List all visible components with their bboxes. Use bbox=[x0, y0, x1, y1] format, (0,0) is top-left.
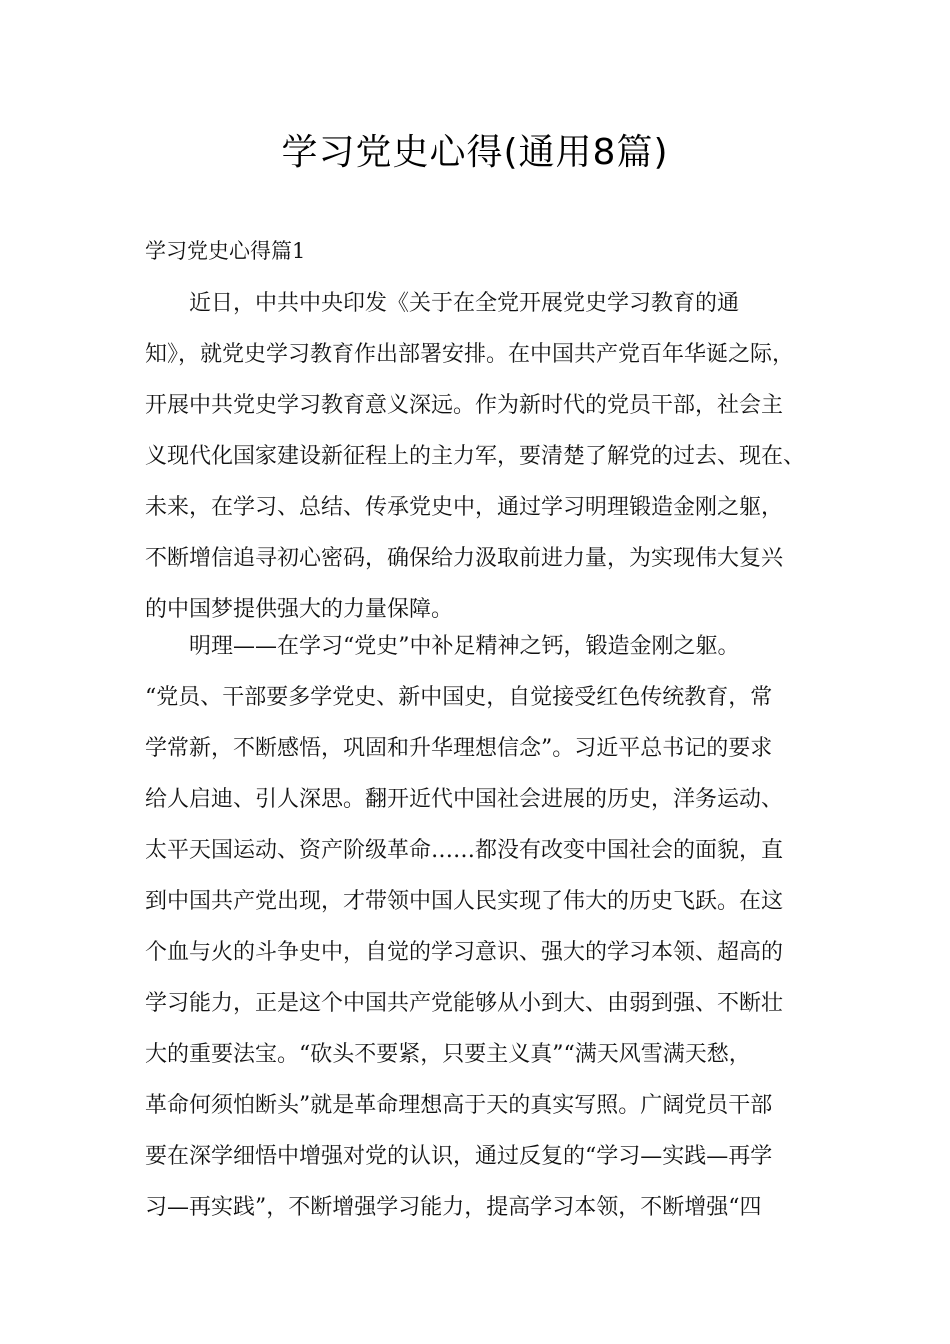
paragraph-line: 明理——在学习“党史”中补足精神之钙，锻造金刚之躯。 bbox=[145, 634, 740, 659]
paragraph-line: 近日，中共中央印发《关于在全党开展党史学习教育的通 bbox=[145, 291, 740, 316]
paragraph-line: 学习能力，正是这个中国共产党能够从小到大、由弱到强、不断壮 bbox=[145, 991, 784, 1016]
paragraph-line: “党员、干部要多学党史、新中国史，自觉接受红色传统教育，常 bbox=[145, 685, 773, 710]
paragraph-line: 的中国梦提供强大的力量保障。 bbox=[145, 597, 454, 622]
paragraph-line: 义现代化国家建设新征程上的主力军，要清楚了解党的过去、现在、 bbox=[145, 444, 806, 469]
paragraph-line: 给人启迪、引人深思。翻开近代中国社会进展的历史，洋务运动、 bbox=[145, 787, 784, 812]
paragraph-line: 太平天国运动、资产阶级革命……都没有改变中国社会的面貌，直 bbox=[145, 838, 784, 863]
paragraph-line: 到中国共产党出现，才带领中国人民实现了伟大的历史飞跃。在这 bbox=[145, 889, 784, 914]
paragraph-line: 学常新，不断感悟，巩固和升华理想信念”。习近平总书记的要求 bbox=[145, 736, 773, 761]
paragraph-line: 习—再实践”，不断增强学习能力，提高学习本领，不断增强“四 bbox=[145, 1195, 762, 1220]
paragraph-line: 不断增信追寻初心密码，确保给力汲取前进力量，为实现伟大复兴 bbox=[145, 546, 784, 571]
paragraph-line: 开展中共党史学习教育意义深远。作为新时代的党员干部，社会主 bbox=[145, 393, 784, 418]
section-heading: 学习党史心得篇1 bbox=[145, 239, 306, 263]
paragraph-line: 未来，在学习、总结、传承党史中，通过学习明理锻造金刚之躯， bbox=[145, 495, 784, 520]
paragraph-2 bbox=[145, 621, 825, 1233]
paragraph-line: 个血与火的斗争史中，自觉的学习意识、强大的学习本领、超高的 bbox=[145, 940, 784, 965]
document-title: 学习党史心得(通用8篇) bbox=[281, 132, 669, 173]
paragraph-line: 革命何须怕断头”就是革命理想高于天的真实写照。广阔党员干部 bbox=[145, 1093, 773, 1118]
paragraph-line: 要在深学细悟中增强对党的认识，通过反复的“学习—实践—再学 bbox=[145, 1144, 773, 1169]
paragraph-line: 大的重要法宝。“砍头不要紧，只要主义真”“满天风雪满天愁， bbox=[145, 1042, 751, 1067]
paragraph-1 bbox=[145, 278, 825, 635]
paragraph-line: 知》，就党史学习教育作出部署安排。在中国共产党百年华诞之际， bbox=[145, 342, 795, 367]
